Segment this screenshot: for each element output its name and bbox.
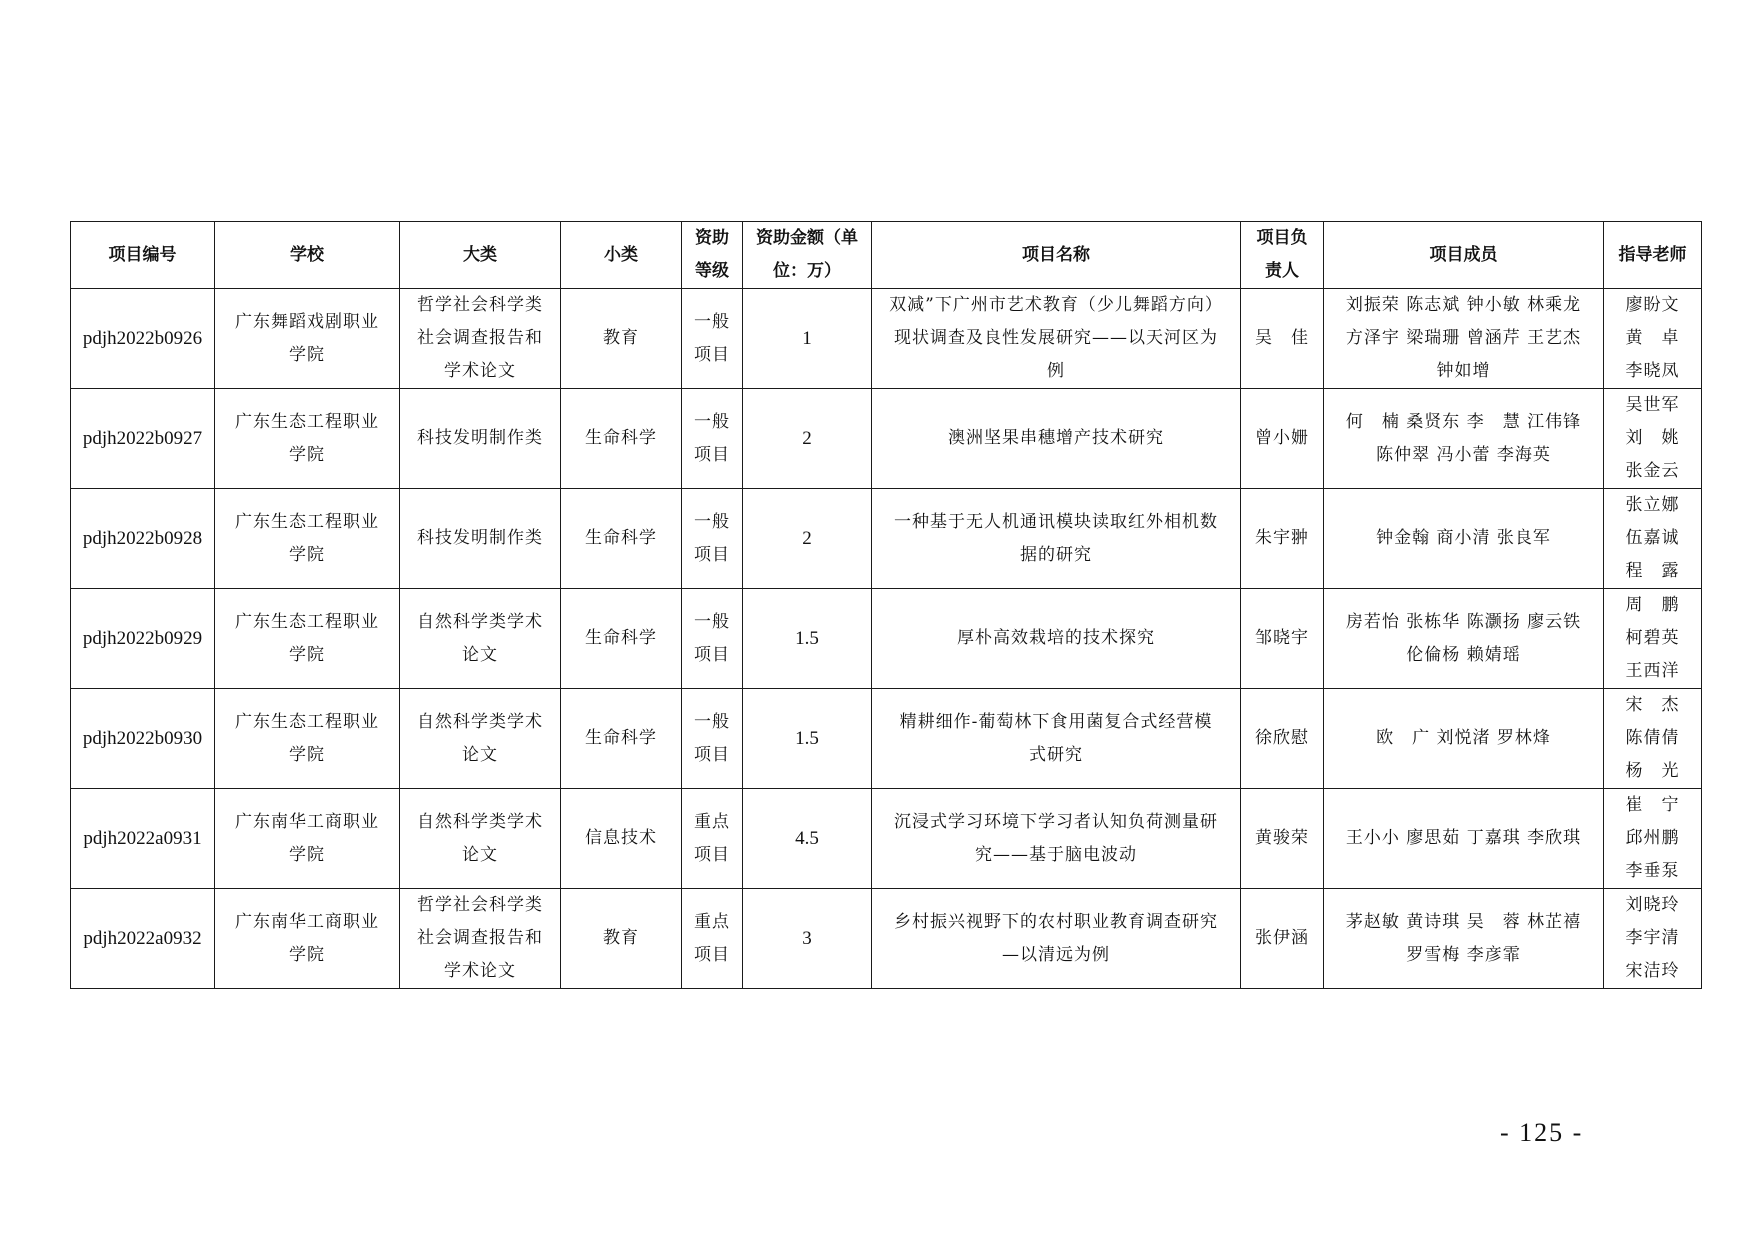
cell-line: 李垂泵 bbox=[1625, 861, 1680, 881]
cell-line: 罗雪梅 李彦霏 bbox=[1406, 944, 1521, 965]
cell-line: 哲学社会科学类 bbox=[417, 295, 543, 315]
cell-line: 王小小 廖思茹 丁嘉琪 李欣琪 bbox=[1345, 828, 1582, 848]
cell-line: 双减”下广州市艺术教育（少儿舞蹈方向） bbox=[889, 295, 1223, 315]
cell-line: 廖盼文 bbox=[1625, 295, 1680, 315]
cell-line: 沉浸式学习环境下学习者认知负荷测量研 bbox=[894, 811, 1218, 832]
cell-line: 广东南华工商职业 bbox=[235, 811, 379, 832]
cell-school bbox=[215, 589, 400, 689]
cell-line: 吴 佳 bbox=[1255, 328, 1309, 348]
cell-project-title bbox=[872, 689, 1241, 789]
cell-line: 邱州鹏 bbox=[1625, 828, 1680, 848]
cell-line: 一般 bbox=[694, 511, 730, 532]
cell-line: 欧 广 刘悦渚 罗林烽 bbox=[1376, 728, 1551, 748]
cell-category bbox=[400, 589, 561, 689]
cell-line: 徐欣慰 bbox=[1255, 728, 1309, 748]
cell-line: 现状调查及良性发展研究——以天河区为 bbox=[894, 328, 1218, 348]
cell-line: 学术论文 bbox=[444, 961, 516, 981]
cell-line: 指导老师 bbox=[1618, 244, 1687, 265]
cell-line: 自然科学类学术 bbox=[417, 811, 543, 832]
cell-category bbox=[400, 889, 561, 989]
cell-line: 何 楠 桑贤东 李 慧 江伟锋 bbox=[1345, 411, 1582, 432]
cell-line: 广东生态工程职业 bbox=[235, 711, 379, 732]
cell-line: 项目 bbox=[694, 444, 730, 465]
cell-funding-amount: 1 bbox=[743, 289, 872, 389]
cell-line: 茅赵敏 黄诗琪 吴 蓉 林芷禧 bbox=[1345, 911, 1582, 932]
cell-line: 项目编号 bbox=[108, 244, 177, 265]
header-advisors bbox=[1604, 222, 1702, 289]
cell-line: 论文 bbox=[462, 844, 498, 865]
cell-advisors bbox=[1604, 389, 1702, 489]
cell-line: 学院 bbox=[289, 344, 325, 365]
cell-project-title bbox=[872, 389, 1241, 489]
cell-subcategory bbox=[561, 589, 682, 689]
cell-line: 项目 bbox=[694, 344, 730, 365]
cell-line: 社会调查报告和 bbox=[417, 328, 543, 348]
cell-line: 资助金额 bbox=[756, 228, 824, 248]
cell-funding-level bbox=[682, 489, 743, 589]
cell-line: 自然科学类学术 bbox=[417, 611, 543, 632]
header-school bbox=[215, 222, 400, 289]
cell-funding-amount: 1.5 bbox=[743, 589, 872, 689]
cell-line: 陈倩倩 bbox=[1625, 728, 1680, 748]
cell-subcategory bbox=[561, 789, 682, 889]
cell-funding-level bbox=[682, 289, 743, 389]
cell-line: 重点 bbox=[694, 811, 730, 832]
cell-line: 澳洲坚果串穗增产技术研究 bbox=[948, 428, 1164, 448]
cell-line: 张金云 bbox=[1625, 461, 1680, 481]
cell-line: 学院 bbox=[289, 944, 325, 965]
cell-project-code: pdjh2022b0929 bbox=[71, 589, 215, 689]
header-subcategory bbox=[561, 222, 682, 289]
cell-line: 等级 bbox=[695, 261, 729, 281]
cell-project-code: pdjh2022b0927 bbox=[71, 389, 215, 489]
cell-category bbox=[400, 489, 561, 589]
cell-line: 信息技术 bbox=[585, 828, 657, 848]
cell-line: —以清远为例 bbox=[1002, 944, 1110, 965]
cell-line: 宋洁玲 bbox=[1625, 961, 1680, 981]
cell-project-leader bbox=[1241, 889, 1324, 989]
cell-school bbox=[215, 389, 400, 489]
table-header-row bbox=[71, 222, 1702, 289]
header-category bbox=[400, 222, 561, 289]
cell-line: 生命科学 bbox=[585, 728, 657, 748]
table-row bbox=[71, 689, 1702, 789]
cell-project-leader bbox=[1241, 489, 1324, 589]
cell-project-code: pdjh2022a0931 bbox=[71, 789, 215, 889]
cell-line: 柯碧英 bbox=[1625, 628, 1680, 648]
cell-line: 哲学社会科学类 bbox=[417, 895, 543, 915]
cell-funding-level bbox=[682, 589, 743, 689]
cell-line: 李晓凤 bbox=[1625, 361, 1680, 381]
cell-project-code: pdjh2022b0928 bbox=[71, 489, 215, 589]
cell-funding-level bbox=[682, 689, 743, 789]
cell-line: 项目 bbox=[694, 944, 730, 965]
table-row bbox=[71, 589, 1702, 689]
cell-line: 学校 bbox=[290, 244, 324, 265]
cell-line: 崔 宁 bbox=[1625, 795, 1680, 815]
cell-line: 方泽宇 梁瑞珊 曾涵芹 王艺杰 bbox=[1345, 328, 1582, 348]
cell-line: 一种基于无人机通讯模块读取红外相机数 bbox=[894, 511, 1218, 532]
cell-advisors bbox=[1604, 789, 1702, 889]
cell-line: 论文 bbox=[462, 744, 498, 765]
cell-project-title bbox=[872, 789, 1241, 889]
cell-project-members bbox=[1324, 289, 1604, 389]
cell-line: 周 鹏 bbox=[1625, 595, 1680, 615]
cell-line: 黄骏荣 bbox=[1255, 828, 1309, 848]
cell-subcategory bbox=[561, 889, 682, 989]
cell-line: 王西洋 bbox=[1625, 661, 1680, 681]
cell-line: 一般 bbox=[694, 311, 730, 332]
cell-advisors bbox=[1604, 889, 1702, 989]
cell-category bbox=[400, 789, 561, 889]
cell-project-code: pdjh2022b0926 bbox=[71, 289, 215, 389]
cell-subcategory bbox=[561, 289, 682, 389]
header-funding-amount bbox=[743, 222, 872, 289]
cell-line: 项目成员 bbox=[1429, 244, 1498, 265]
cell-funding-amount: 3 bbox=[743, 889, 872, 989]
cell-funding-level bbox=[682, 789, 743, 889]
cell-line: 生命科学 bbox=[585, 628, 657, 648]
cell-line: 一般 bbox=[694, 711, 730, 732]
cell-funding-amount: 2 bbox=[743, 489, 872, 589]
cell-line: 生命科学 bbox=[585, 428, 657, 448]
cell-funding-amount: 2 bbox=[743, 389, 872, 489]
cell-line: 朱宇翀 bbox=[1255, 528, 1309, 548]
cell-line: 刘 姚 bbox=[1625, 428, 1680, 448]
cell-project-leader bbox=[1241, 389, 1324, 489]
cell-project-leader bbox=[1241, 289, 1324, 389]
cell-line: 精耕细作-葡萄林下食用菌复合式经营模 bbox=[899, 711, 1213, 732]
cell-line: 科技发明制作类 bbox=[417, 528, 543, 548]
cell-line: 刘晓玲 bbox=[1625, 895, 1680, 915]
cell-project-code: pdjh2022a0932 bbox=[71, 889, 215, 989]
cell-line: 社会调查报告和 bbox=[417, 928, 543, 948]
cell-funding-amount: 4.5 bbox=[743, 789, 872, 889]
cell-line: 项目名称 bbox=[1022, 244, 1090, 265]
cell-line: 科技发明制作类 bbox=[417, 428, 543, 448]
header-funding-level bbox=[682, 222, 743, 289]
cell-funding-level bbox=[682, 889, 743, 989]
cell-line: 教育 bbox=[603, 928, 639, 948]
cell-line: 论文 bbox=[462, 644, 498, 665]
cell-line: 负责人 bbox=[1265, 228, 1308, 281]
cell-line: 房若怡 张栋华 陈灏扬 廖云铁 bbox=[1345, 611, 1582, 632]
cell-funding-amount: 1.5 bbox=[743, 689, 872, 789]
cell-line: 曾小姗 bbox=[1255, 428, 1309, 448]
cell-line: （单位：万） bbox=[773, 228, 858, 281]
header-project-title bbox=[872, 222, 1241, 289]
cell-category bbox=[400, 289, 561, 389]
cell-school bbox=[215, 489, 400, 589]
cell-project-code: pdjh2022b0930 bbox=[71, 689, 215, 789]
cell-line: 重点 bbox=[694, 911, 730, 932]
cell-project-leader bbox=[1241, 589, 1324, 689]
cell-line: 李宇清 bbox=[1625, 928, 1680, 948]
cell-project-members bbox=[1324, 689, 1604, 789]
cell-line: 教育 bbox=[603, 328, 639, 348]
cell-line: 学术论文 bbox=[444, 361, 516, 381]
cell-advisors bbox=[1604, 289, 1702, 389]
cell-line: 一般 bbox=[694, 611, 730, 632]
cell-funding-level bbox=[682, 389, 743, 489]
cell-subcategory bbox=[561, 689, 682, 789]
cell-line: 学院 bbox=[289, 444, 325, 465]
table-body bbox=[71, 289, 1702, 989]
cell-line: 钟金翰 商小清 张良军 bbox=[1376, 528, 1551, 548]
cell-project-title bbox=[872, 289, 1241, 389]
cell-line: 黄 卓 bbox=[1625, 328, 1680, 348]
cell-line: 钟如增 bbox=[1436, 361, 1491, 381]
cell-line: 项目 bbox=[694, 644, 730, 665]
cell-line: 乡村振兴视野下的农村职业教育调查研究 bbox=[894, 911, 1218, 932]
cell-line: 广东生态工程职业 bbox=[235, 511, 379, 532]
cell-project-leader bbox=[1241, 789, 1324, 889]
cell-school bbox=[215, 689, 400, 789]
cell-project-members bbox=[1324, 389, 1604, 489]
cell-line: 据的研究 bbox=[1020, 544, 1092, 565]
cell-project-members bbox=[1324, 589, 1604, 689]
cell-category bbox=[400, 389, 561, 489]
cell-line: 项目 bbox=[694, 844, 730, 865]
cell-line: 例 bbox=[1047, 361, 1065, 381]
cell-line: 张立娜 bbox=[1625, 495, 1680, 515]
header-project-code bbox=[71, 222, 215, 289]
cell-line: 究——基于脑电波动 bbox=[975, 844, 1137, 865]
cell-line: 程 露 bbox=[1625, 561, 1680, 581]
cell-line: 一般 bbox=[694, 411, 730, 432]
cell-line: 厚朴高效栽培的技术探究 bbox=[957, 628, 1155, 648]
cell-line: 广东舞蹈戏剧职业 bbox=[235, 311, 379, 332]
cell-line: 式研究 bbox=[1029, 744, 1083, 765]
cell-subcategory bbox=[561, 489, 682, 589]
cell-line: 学院 bbox=[289, 844, 325, 865]
cell-line: 学院 bbox=[289, 644, 325, 665]
cell-project-title bbox=[872, 589, 1241, 689]
cell-project-title bbox=[872, 489, 1241, 589]
cell-advisors bbox=[1604, 489, 1702, 589]
cell-line: 广东生态工程职业 bbox=[235, 611, 379, 632]
cell-line: 学院 bbox=[289, 744, 325, 765]
header-project-leader bbox=[1241, 222, 1324, 289]
cell-line: 广东南华工商职业 bbox=[235, 911, 379, 932]
cell-line: 伦倫杨 赖婧瑶 bbox=[1406, 644, 1521, 665]
cell-category bbox=[400, 689, 561, 789]
table-row bbox=[71, 289, 1702, 389]
cell-line: 生命科学 bbox=[585, 528, 657, 548]
project-funding-table bbox=[70, 221, 1702, 989]
cell-advisors bbox=[1604, 589, 1702, 689]
cell-line: 广东生态工程职业 bbox=[235, 411, 379, 432]
cell-project-members bbox=[1324, 789, 1604, 889]
cell-line: 伍嘉诚 bbox=[1625, 528, 1680, 548]
table-row bbox=[71, 789, 1702, 889]
cell-project-members bbox=[1324, 489, 1604, 589]
cell-advisors bbox=[1604, 689, 1702, 789]
table-row bbox=[71, 389, 1702, 489]
cell-line: 大类 bbox=[463, 244, 497, 265]
cell-project-title bbox=[872, 889, 1241, 989]
cell-line: 杨 光 bbox=[1625, 761, 1680, 781]
page-number: - 125 - bbox=[1500, 1118, 1584, 1147]
cell-line: 项目 bbox=[1256, 228, 1291, 248]
header-project-members bbox=[1324, 222, 1604, 289]
cell-line: 学院 bbox=[289, 544, 325, 565]
cell-line: 项目 bbox=[694, 744, 730, 765]
cell-line: 小类 bbox=[604, 244, 638, 265]
cell-school bbox=[215, 289, 400, 389]
cell-line: 张伊涵 bbox=[1255, 928, 1309, 948]
cell-school bbox=[215, 889, 400, 989]
cell-line: 宋 杰 bbox=[1625, 695, 1680, 715]
table-row bbox=[71, 889, 1702, 989]
table-row bbox=[71, 489, 1702, 589]
cell-subcategory bbox=[561, 389, 682, 489]
cell-project-leader bbox=[1241, 689, 1324, 789]
cell-project-members bbox=[1324, 889, 1604, 989]
cell-line: 邹晓宇 bbox=[1255, 628, 1309, 648]
cell-line: 陈仲翠 冯小蕾 李海英 bbox=[1376, 444, 1551, 465]
cell-line: 吴世军 bbox=[1625, 395, 1680, 415]
cell-line: 资助 bbox=[695, 228, 729, 248]
cell-line: 项目 bbox=[694, 544, 730, 565]
cell-school bbox=[215, 789, 400, 889]
cell-line: 自然科学类学术 bbox=[417, 711, 543, 732]
cell-line: 刘振荣 陈志斌 钟小敏 林乘龙 bbox=[1345, 295, 1582, 315]
